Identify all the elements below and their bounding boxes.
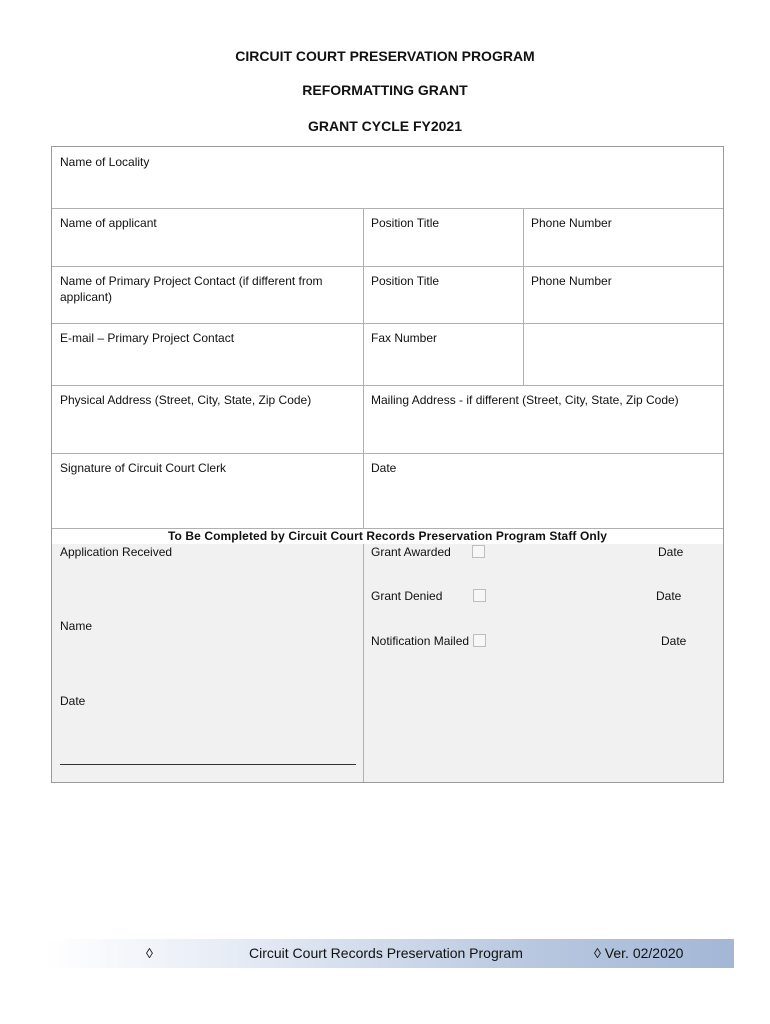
applicant-field[interactable] bbox=[52, 208, 363, 266]
grant-awarded-label: Grant Awarded bbox=[371, 545, 451, 559]
primary-contact-field[interactable] bbox=[52, 266, 352, 323]
page-footer bbox=[45, 939, 734, 968]
notification-mailed-date-label: Date bbox=[661, 634, 687, 648]
date-label: Date bbox=[371, 461, 397, 475]
contact-phone-field[interactable] bbox=[523, 266, 723, 323]
grant-awarded-row bbox=[363, 544, 523, 567]
mailing-address-field[interactable] bbox=[363, 385, 723, 453]
signature-date-field[interactable] bbox=[363, 453, 723, 528]
phone-number-label: Phone Number bbox=[531, 274, 612, 288]
fax-field[interactable] bbox=[363, 323, 523, 385]
physical-address-field[interactable] bbox=[52, 385, 363, 453]
staff-only-heading: To Be Completed by Circuit Court Records Preservation Program Staff Only bbox=[167, 529, 608, 543]
applicant-position-field[interactable] bbox=[363, 208, 523, 266]
email-label: E-mail – Primary Project Contact bbox=[60, 331, 235, 345]
primary-contact-label: Name of Primary Project Contact (if different from applicant) bbox=[60, 274, 323, 304]
mailing-address-label: Mailing Address - if different (Street, City, State, Zip Code) bbox=[371, 393, 679, 407]
locality-field[interactable] bbox=[52, 147, 723, 208]
applicant-label: Name of applicant bbox=[60, 216, 157, 230]
grant-denied-row bbox=[363, 588, 523, 611]
email-field[interactable] bbox=[52, 323, 363, 385]
notification-mailed-row bbox=[363, 633, 543, 656]
phone-number-label: Phone Number bbox=[531, 216, 612, 230]
staff-section bbox=[52, 544, 723, 782]
fax-value-field[interactable] bbox=[523, 323, 723, 385]
notification-mailed-label: Notification Mailed bbox=[371, 634, 470, 648]
grant-denied-label: Grant Denied bbox=[371, 589, 443, 603]
staff-date-label: Date bbox=[60, 694, 86, 708]
physical-address-label: Physical Address (Street, City, State, Zip Code) bbox=[60, 393, 312, 407]
contact-position-field[interactable] bbox=[363, 266, 523, 323]
fax-label: Fax Number bbox=[371, 331, 438, 345]
grant-denied-checkbox[interactable] bbox=[473, 589, 486, 602]
application-form bbox=[51, 146, 724, 783]
position-title-label: Position Title bbox=[371, 274, 440, 288]
position-title-label: Position Title bbox=[371, 216, 440, 230]
staff-name-label: Name bbox=[60, 619, 93, 633]
notification-mailed-checkbox[interactable] bbox=[473, 634, 486, 647]
grant-cycle: GRANT CYCLE FY2021 bbox=[307, 118, 463, 134]
form-subtitle: REFORMATTING GRANT bbox=[302, 82, 468, 98]
signature-line[interactable] bbox=[60, 764, 356, 765]
application-received-label: Application Received bbox=[60, 545, 173, 559]
footer-program-name: Circuit Court Records Preservation Program bbox=[249, 945, 523, 961]
applicant-phone-field[interactable] bbox=[523, 208, 723, 266]
footer-version: ◊ Ver. 02/2020 bbox=[594, 945, 684, 961]
form-title: CIRCUIT COURT PRESERVATION PROGRAM bbox=[235, 48, 535, 64]
grant-awarded-checkbox[interactable] bbox=[472, 545, 485, 558]
diamond-icon: ◊ bbox=[146, 945, 153, 961]
locality-label: Name of Locality bbox=[60, 155, 150, 169]
grant-denied-date-label: Date bbox=[656, 589, 682, 603]
grant-awarded-date-label: Date bbox=[658, 545, 684, 559]
signature-label: Signature of Circuit Court Clerk bbox=[60, 461, 227, 475]
signature-field[interactable] bbox=[52, 453, 363, 528]
